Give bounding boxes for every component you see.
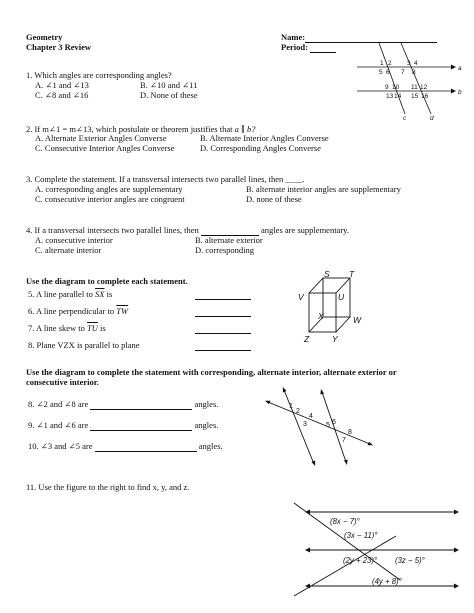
arrow-icon: [265, 401, 271, 404]
fig1-label: 7: [401, 69, 405, 76]
q1-choice-c[interactable]: C. ∠8 and ∠16: [35, 90, 89, 100]
subject-title: Geometry: [26, 32, 63, 42]
q2-choice-d[interactable]: D. Corresponding Angles Converse: [200, 143, 321, 153]
fig1-label: 10: [392, 84, 400, 91]
fig1-label: 5: [379, 69, 383, 76]
q5-text: 5. A line parallel to $\overline{SX}$ is: [28, 289, 113, 299]
section2-heading-line2: consecutive interior.: [26, 377, 99, 387]
transversal-d: [401, 43, 431, 114]
fig1-label-b: b: [458, 89, 462, 96]
fig2-label: 1: [289, 403, 293, 410]
angle-expressions-figure: [292, 496, 474, 600]
cube-label-x: X: [318, 311, 324, 321]
q4-choice-a[interactable]: A. consecutive interior: [35, 235, 113, 245]
cube-label-s: S: [324, 269, 330, 279]
arrow-icon: [368, 442, 374, 445]
arrow-icon: [320, 389, 324, 395]
fig1-label: 16: [421, 93, 429, 100]
fig2-label: 2: [296, 408, 300, 415]
fig2-label: 7: [342, 437, 346, 444]
q5-answer-field[interactable]: [195, 290, 251, 300]
fig2-label: 3: [303, 421, 307, 428]
fig2-label: 6: [332, 419, 336, 426]
arrow-icon: [451, 89, 456, 94]
period-field[interactable]: [310, 43, 336, 53]
q3-choice-d[interactable]: D. none of these: [246, 194, 302, 204]
cube-label-z: Z: [304, 334, 310, 344]
q4-stem: 4. If a transversal intersects two parallel lines, then angles are supplementary.: [26, 225, 349, 235]
q6-answer-field[interactable]: [195, 307, 251, 317]
fig2-label: 5: [326, 422, 330, 429]
cube-back-face: [323, 278, 350, 317]
q1-choice-b[interactable]: B. ∠10 and ∠11: [140, 80, 198, 90]
fig1-label-a: a: [458, 65, 462, 72]
fig1-label-c: c: [403, 115, 407, 122]
cube-label-v: V: [298, 292, 304, 302]
q1-choice-a[interactable]: A. ∠1 and ∠13: [35, 80, 89, 90]
fig3-expr-2: (3x − 11)°: [344, 531, 378, 540]
fig1-label-d: d: [430, 115, 434, 122]
q10-blank[interactable]: [95, 443, 197, 452]
period-label: Period:: [281, 42, 308, 52]
fig2-label: 4: [309, 413, 313, 420]
cube-figure: [296, 269, 368, 345]
q9-row: 9. ∠1 and ∠6 are angles.: [28, 420, 219, 430]
q4-choice-b[interactable]: B. alternate exterior: [195, 235, 263, 245]
name-label: Name:: [281, 32, 306, 42]
parallel-lines-figure: [355, 40, 465, 122]
q8a-answer-field[interactable]: [195, 341, 251, 351]
fig1-label: 2: [388, 60, 392, 67]
arrow-icon: [305, 548, 310, 553]
q4-choice-c[interactable]: C. alternate interior: [35, 245, 102, 255]
section1-heading: Use the diagram to complete each statement.: [26, 276, 188, 286]
q3-choice-b[interactable]: B. alternate interior angles are supplementary: [246, 184, 401, 194]
arrow-icon: [344, 460, 348, 466]
arrow-icon: [305, 510, 310, 515]
fig1-label: 8: [412, 69, 416, 76]
transversal-c: [379, 43, 405, 114]
q10-row: 10. ∠3 and ∠5 are angles.: [28, 441, 223, 451]
fig1-label: 6: [386, 69, 390, 76]
q4-choice-d[interactable]: D. corresponding: [195, 245, 255, 255]
cube-label-y: Y: [332, 334, 338, 344]
q2-choice-c[interactable]: C. Consecutive Interior Angles Converse: [35, 143, 175, 153]
q9-blank[interactable]: [90, 422, 192, 431]
fig1-label: 4: [414, 60, 418, 67]
cube-label-t: T: [349, 269, 355, 279]
arrow-icon: [454, 510, 459, 515]
fig1-label: 3: [407, 60, 411, 67]
fig1-label: 12: [420, 84, 428, 91]
q6-text: 6. A line perpendicular to $\overline{TW}$: [28, 306, 129, 316]
chapter-title: Chapter 3 Review: [26, 42, 91, 52]
fig1-label: 13: [386, 93, 394, 100]
arrow-icon: [454, 548, 459, 553]
arrow-icon: [451, 65, 456, 70]
q7-text: 7. A line skew to $\overline{TU}$ is: [28, 323, 106, 333]
q3-choice-c[interactable]: C. consecutive interior angles are congruent: [35, 194, 185, 204]
q8b-row: 8. ∠2 and ∠8 are angles.: [28, 399, 219, 409]
q1-stem: 1. Which angles are corresponding angles?: [26, 70, 172, 80]
transversal-figure: [262, 386, 374, 466]
arrow-icon: [283, 387, 287, 393]
q3-stem: 3. Complete the statement. If a transversal intersects two parallel lines, then ____.: [26, 174, 305, 184]
section2-heading-line1: Use the diagram to complete the statement with corresponding, alternate interior, alternate exterior or: [26, 367, 397, 377]
q3-choice-a[interactable]: A. corresponding angles are supplementary: [35, 184, 183, 194]
fig3-expr-4: (3z − 5)°: [395, 556, 425, 565]
cube-label-w: W: [353, 315, 362, 325]
fig1-label: 1: [380, 60, 384, 67]
fig2-label: 8: [348, 429, 352, 436]
fig3-expr-3: (2y + 23)°: [343, 556, 378, 565]
q11-stem: 11. Use the figure to the right to find x, y, and z.: [26, 482, 190, 492]
fig1-label: 15: [411, 93, 419, 100]
fig1-label: 14: [394, 93, 402, 100]
fig1-label: 11: [411, 84, 418, 91]
q8b-blank[interactable]: [90, 401, 192, 410]
fig3-expr-5: (4y + 8)°: [372, 577, 402, 586]
q2-choice-b[interactable]: B. Alternate Interior Angles Converse: [200, 133, 329, 143]
arrow-icon: [454, 584, 459, 589]
q2-stem: 2. If m∠1 = m∠13, which postulate or theorem justifies that a ∥ b?: [26, 124, 256, 134]
q8a-text: 8. Plane VZX is parallel to plane: [28, 340, 140, 350]
q1-choice-d[interactable]: D. None of these: [140, 90, 198, 100]
arrow-icon: [312, 461, 316, 467]
q2-choice-a[interactable]: A. Alternate Exterior Angles Converse: [35, 133, 167, 143]
cube-label-u: U: [338, 292, 345, 302]
fig3-expr-1: (8x − 7)°: [330, 517, 360, 526]
q7-answer-field[interactable]: [195, 324, 251, 334]
fig1-label: 9: [385, 84, 389, 91]
